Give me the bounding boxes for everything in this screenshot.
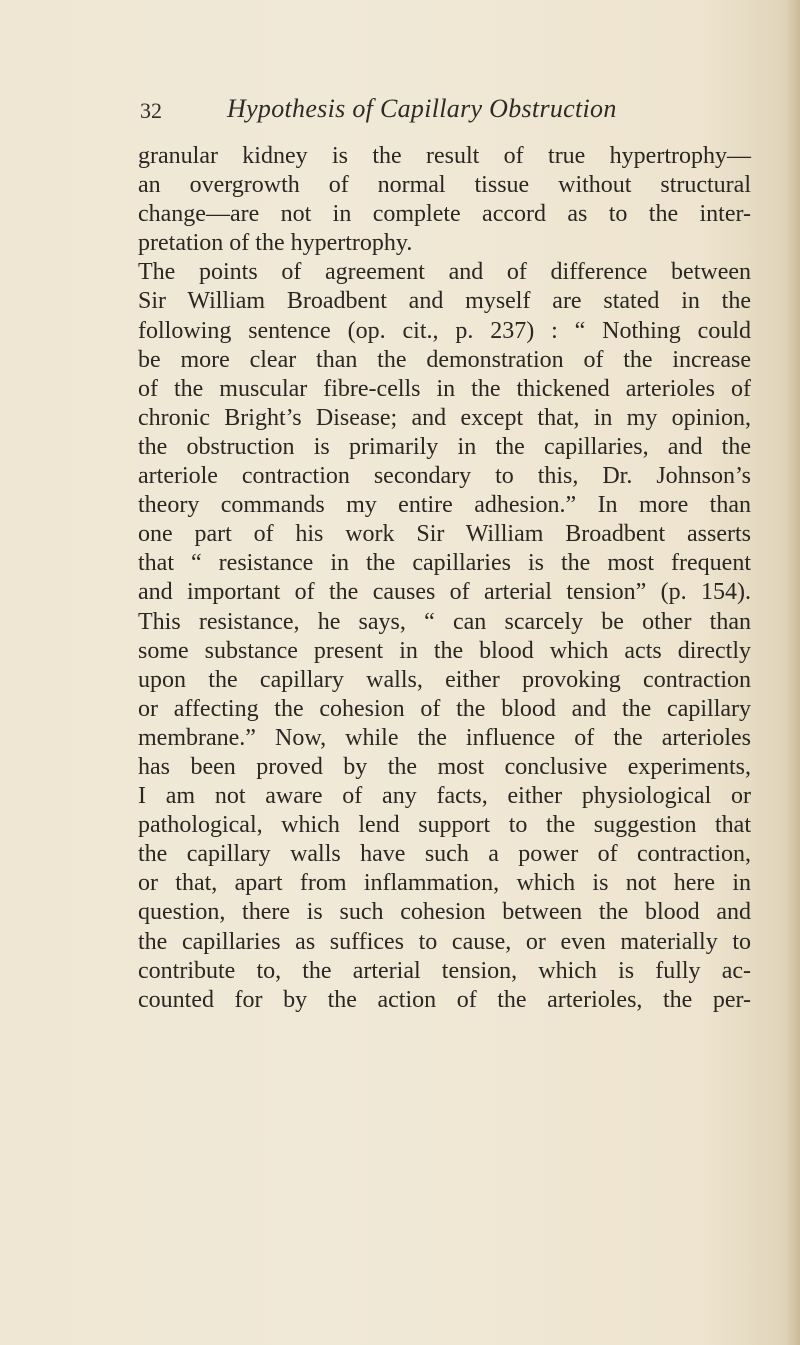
text-line: change—are not in complete accord as to the inter- (138, 201, 751, 228)
text-line: and important of the causes of arterial tension” (p. 154). (138, 579, 751, 606)
text-line: an overgrowth of normal tissue without structural (138, 172, 751, 199)
text-line: that “ resistance in the capillaries is the most frequent (138, 550, 751, 577)
text-line: the obstruction is primarily in the capillaries, and the (138, 433, 751, 460)
text-line: pretation of the hypertrophy. (138, 230, 413, 257)
text-line: following sentence (op. cit., p. 237) : “ Nothing could (138, 317, 751, 344)
text-line: pathological, which lend support to the suggestion that (138, 812, 751, 839)
text-line: some substance present in the blood which acts directly (138, 637, 751, 664)
text-line: membrane.” Now, while the influence of the arterioles (138, 724, 751, 751)
text-line: upon the capillary walls, either provoking contraction (138, 666, 751, 693)
text-line: arteriole contraction secondary to this, Dr. Johnson’s (138, 463, 751, 490)
text-line: the capillary walls have such a power of contraction, (138, 841, 751, 868)
text-line: the capillaries as suffices to cause, or even materially to (138, 928, 751, 955)
text-line: of the muscular fibre-cells in the thickened arterioles of (138, 375, 751, 402)
text-line: granular kidney is the result of true hypertrophy— (138, 143, 751, 169)
text-line: I am not aware of any facts, either physiological or (138, 783, 751, 810)
text-line: be more clear than the demonstration of the increase (138, 346, 751, 373)
text-line: contribute to, the arterial tension, which is fully ac- (138, 957, 751, 984)
text-line: counted for by the action of the arterioles, the per- (138, 986, 751, 1013)
text-line: The points of agreement and of difference between (138, 259, 751, 286)
text-line: This resistance, he says, “ can scarcely be other than (138, 608, 751, 635)
text-line: Sir William Broadbent and myself are stated in the (138, 288, 751, 315)
text-line: chronic Bright’s Disease; and except that, in my opinion, (138, 404, 751, 431)
text-line: or that, apart from inflammation, which is not here in (138, 870, 751, 897)
page-number: 32 (140, 98, 162, 123)
page-edge-shadow (786, 0, 800, 1345)
text-line: has been proved by the most conclusive experiments, (138, 753, 751, 780)
text-line: theory commands my entire adhesion.” In more than (138, 492, 751, 519)
text-line: question, there is such cohesion between the blood and (138, 899, 751, 926)
text-line: one part of his work Sir William Broadbent asserts (138, 521, 751, 548)
text-line: or affecting the cohesion of the blood and the capillary (138, 695, 751, 722)
body-text (138, 142, 751, 1015)
running-title: Hypothesis of Capillary Obstruction (227, 94, 617, 123)
